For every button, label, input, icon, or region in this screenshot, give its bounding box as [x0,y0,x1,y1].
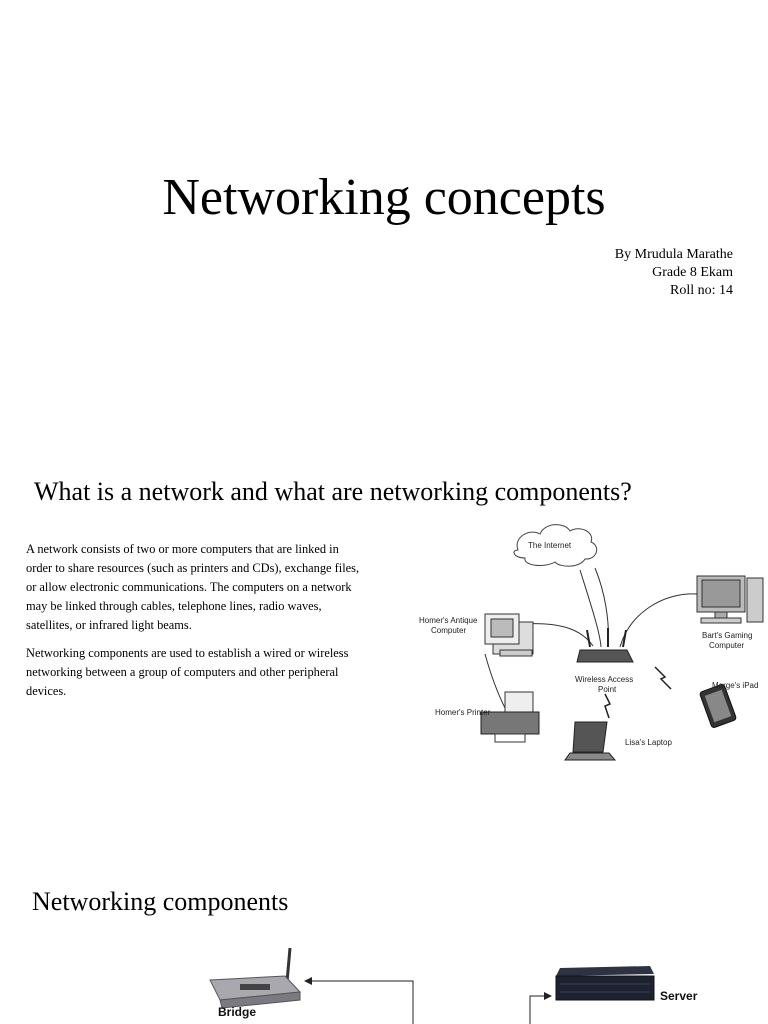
presentation-title: Networking concepts [162,169,606,226]
network-definition-slide [0,440,768,832]
slide-title: Networking components [32,887,289,916]
antique-computer-label: Homer's Antique Computer [419,616,478,635]
networking-components-slide [0,850,768,1024]
components-diagram [0,850,768,1024]
grade-line: Grade 8 Ekam [652,265,733,280]
laptop-icon [565,722,615,760]
bridge-label: Bridge [218,1005,257,1019]
roll-line: Roll no: 14 [669,283,733,298]
components-paragraph: Networking components are used to establish a wired or wireless networking between a group of computers and other peripheral devices. [26,646,349,698]
antique-computer-icon [485,614,533,656]
author-info [615,246,733,300]
slide-body [26,540,361,710]
arrow-head-icon [544,992,552,1000]
bridge-icon [210,948,300,1008]
ipad-label: Marge's iPad [712,681,759,690]
server-icon [556,966,654,1000]
gaming-computer-label: Bart's Gaming Computer [702,631,753,650]
connector-arrows [308,981,548,1024]
slide-title: What is a network and what are networking components? [34,477,632,506]
ipad-icon [699,684,736,729]
printer-label: Homer's Printer [435,708,491,717]
access-point-label: Wireless Access Point [575,675,634,694]
gaming-computer-icon [697,576,763,623]
definition-paragraph: A network consists of two or more computers that are linked in order to share resources (such as printers and CDs), exchange files, or allow electronic communications. The computers on a network may be linked through cables, telephone lines, radio waves, satellites, or infrared light beams. [26,542,360,632]
laptop-label: Lisa's Laptop [625,738,672,747]
server-label: Server [660,989,698,1003]
wireless-access-point-icon [577,628,633,662]
home-network-diagram [405,522,768,794]
printer-icon [481,692,539,742]
author-line: By Mrudula Marathe [614,247,733,262]
arrow-head-icon [304,977,312,985]
internet-label: The Internet [528,541,572,550]
title-slide [0,0,768,420]
